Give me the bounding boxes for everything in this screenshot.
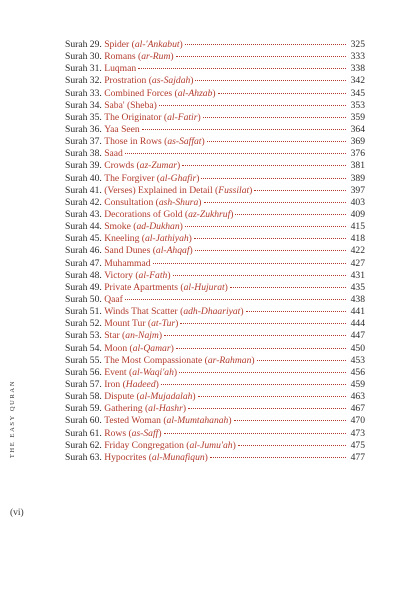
dot-leader	[194, 238, 346, 239]
toc-entry[interactable]	[65, 100, 365, 112]
surah-name: Spider (	[104, 39, 135, 50]
dot-leader	[246, 311, 346, 312]
toc-entry[interactable]	[65, 75, 365, 87]
surah-number: 53.	[89, 330, 102, 342]
surah-number: 58.	[89, 391, 102, 403]
surah-name-close: )	[240, 306, 244, 318]
dot-leader	[195, 250, 346, 251]
dot-leader	[185, 44, 346, 45]
surah-name: Luqman	[104, 63, 137, 75]
surah-label: Surah	[65, 87, 88, 99]
toc-entry[interactable]	[65, 209, 365, 221]
dot-leader	[195, 80, 346, 81]
surah-name-close: )	[230, 208, 234, 220]
surah-label: Surah	[65, 39, 88, 50]
dot-leader	[235, 214, 346, 215]
page-ref: 473	[350, 427, 365, 439]
surah-number: 48.	[89, 269, 102, 281]
toc-entry[interactable]	[65, 415, 365, 427]
surah-label: Surah	[65, 208, 88, 220]
page-ref: 431	[350, 269, 365, 281]
surah-number: 41.	[89, 184, 102, 196]
dot-leader	[188, 408, 346, 409]
surah-number: 47.	[89, 257, 102, 269]
surah-number: 31.	[89, 63, 102, 75]
toc-entry[interactable]	[65, 452, 365, 464]
toc-entry[interactable]	[65, 258, 365, 270]
surah-name: Prostration (	[104, 75, 152, 87]
surah-label: Surah	[65, 378, 88, 390]
surah-label: Surah	[65, 257, 88, 269]
dot-leader	[234, 420, 346, 421]
surah-transliteration: Hadeed	[125, 378, 156, 390]
surah-name: Smoke (	[104, 221, 137, 233]
surah-label: Surah	[65, 75, 88, 87]
page-ref: 338	[350, 63, 365, 75]
surah-label: Surah	[65, 415, 88, 427]
surah-name-close: )	[170, 342, 174, 354]
surah-name: Muhammad	[104, 257, 151, 269]
toc-entry[interactable]	[65, 233, 365, 245]
toc-entry[interactable]	[65, 318, 365, 330]
surah-transliteration: al-Fatir	[167, 111, 198, 123]
toc-entry[interactable]	[65, 403, 365, 415]
surah-transliteration: al-Hujurat	[183, 281, 225, 293]
page-ref: 376	[350, 148, 365, 160]
toc-entry[interactable]	[65, 63, 365, 75]
surah-transliteration: Fussilat	[218, 184, 250, 196]
page-ref: 470	[350, 415, 365, 427]
surah-name: (Verses) Explained in Detail (	[104, 184, 219, 196]
page-ref: 453	[350, 354, 365, 366]
page-ref: 409	[350, 208, 365, 220]
dot-leader	[207, 141, 346, 142]
page-ref: 364	[350, 123, 365, 135]
surah-name: Moon (	[104, 342, 133, 354]
surah-transliteration: al-'Ankabut	[134, 39, 180, 50]
surah-name: Star (	[104, 330, 126, 342]
dot-leader	[238, 445, 346, 446]
toc-entry[interactable]	[65, 160, 365, 172]
page-ref: 325	[350, 39, 365, 50]
dot-leader	[203, 117, 346, 118]
surah-name-close: )	[155, 378, 159, 390]
surah-name-close: )	[179, 39, 183, 50]
surah-name-close: )	[198, 196, 202, 208]
surah-number: 36.	[89, 123, 102, 135]
page-ref: 418	[350, 233, 365, 245]
surah-number: 42.	[89, 196, 102, 208]
surah-name: Gathering (	[104, 403, 149, 415]
surah-name: Consultation (	[104, 196, 159, 208]
surah-name: Victory (	[104, 269, 139, 281]
surah-number: 37.	[89, 136, 102, 148]
running-title: THE EASY QURAN	[9, 380, 16, 459]
surah-number: 51.	[89, 306, 102, 318]
surah-name-close: )	[170, 51, 174, 63]
surah-label: Surah	[65, 221, 88, 233]
page-ref: 359	[350, 111, 365, 123]
surah-label: Surah	[65, 293, 88, 305]
surah-name: Private Apartments (	[104, 281, 184, 293]
toc-entry[interactable]	[65, 330, 365, 342]
toc-entry[interactable]	[65, 379, 365, 391]
surah-name: The Originator (	[104, 111, 168, 123]
toc-entry[interactable]	[65, 173, 365, 185]
toc-entry[interactable]	[65, 343, 365, 355]
surah-label: Surah	[65, 196, 88, 208]
dot-leader	[173, 275, 346, 276]
surah-number: 49.	[89, 281, 102, 293]
page-ref: 438	[350, 293, 365, 305]
surah-label: Surah	[65, 51, 88, 63]
surah-name: Qaaf	[104, 293, 123, 305]
surah-transliteration: at-Tur	[151, 318, 176, 330]
toc-entry[interactable]	[65, 428, 365, 440]
page-ref: 422	[350, 245, 365, 257]
surah-name: Combined Forces (	[104, 87, 178, 99]
toc-entry[interactable]	[65, 440, 365, 452]
surah-name-close: )	[179, 221, 183, 233]
dot-leader	[198, 396, 346, 397]
surah-name-close: )	[192, 391, 196, 403]
dot-leader	[164, 433, 346, 434]
surah-label: Surah	[65, 391, 88, 403]
surah-transliteration: al-Qamar	[132, 342, 171, 354]
toc-entry[interactable]	[65, 88, 365, 100]
surah-number: 32.	[89, 75, 102, 87]
toc-entry[interactable]	[65, 148, 365, 160]
surah-number: 30.	[89, 51, 102, 63]
surah-name-close: )	[196, 172, 200, 184]
surah-transliteration: al-Hashr	[148, 403, 183, 415]
surah-number: 54.	[89, 342, 102, 354]
surah-name-close: )	[158, 330, 163, 342]
surah-name-close: )	[232, 439, 236, 451]
surah-name: Those in Rows (	[104, 136, 168, 148]
surah-name: Sand Dunes (	[104, 245, 156, 257]
page-number: (vi)	[10, 508, 24, 518]
surah-name: Kneeling (	[104, 233, 145, 245]
surah-number: 46.	[89, 245, 102, 257]
surah-transliteration: az-Zumar	[139, 160, 177, 172]
dot-leader	[201, 178, 346, 179]
toc-entry[interactable]	[65, 294, 365, 306]
surah-name-close: )	[249, 184, 253, 196]
toc-entry[interactable]	[65, 306, 365, 318]
toc-entry[interactable]	[65, 221, 365, 233]
toc-entry[interactable]	[65, 112, 365, 124]
surah-name-close: )	[190, 75, 194, 87]
surah-transliteration: an-Najm	[125, 330, 159, 342]
surah-number: 56.	[89, 366, 102, 378]
surah-transliteration: adh-Dhaariyat	[183, 306, 241, 318]
surah-name-close: )	[189, 245, 193, 257]
page-ref: 333	[350, 51, 365, 63]
surah-name-close: )	[176, 160, 181, 172]
surah-label: Surah	[65, 160, 88, 172]
surah-transliteration: ash-Shura	[158, 196, 199, 208]
surah-transliteration: al-Ahqaf	[155, 245, 190, 257]
page-ref: 415	[350, 221, 365, 233]
toc-entry[interactable]	[65, 391, 365, 403]
surah-name: The Forgiver (	[104, 172, 160, 184]
toc-entry[interactable]	[65, 39, 365, 51]
dot-leader	[138, 68, 346, 69]
toc-entry[interactable]	[65, 245, 365, 257]
surah-name-close: )	[182, 403, 187, 415]
dot-leader	[182, 165, 346, 166]
surah-label: Surah	[65, 111, 88, 123]
page-ref: 477	[350, 451, 365, 463]
surah-label: Surah	[65, 451, 88, 463]
surah-name-close: )	[167, 269, 171, 281]
dot-leader	[153, 263, 346, 264]
surah-transliteration: as-Saff	[131, 427, 159, 439]
surah-label: Surah	[65, 342, 88, 354]
surah-number: 34.	[89, 99, 102, 111]
surah-name: Event (	[104, 366, 133, 378]
surah-label: Surah	[65, 172, 88, 184]
dot-leader	[180, 323, 346, 324]
surah-name: Hypocrites (	[104, 451, 152, 463]
page-ref: 435	[350, 281, 365, 293]
dot-leader	[164, 335, 346, 336]
surah-name: Rows (	[104, 427, 132, 439]
page-ref: 381	[350, 160, 365, 172]
surah-number: 35.	[89, 111, 102, 123]
dot-leader	[125, 299, 346, 300]
page-ref: 447	[350, 330, 365, 342]
surah-number: 59.	[89, 403, 102, 415]
surah-number: 45.	[89, 233, 102, 245]
surah-number: 55.	[89, 354, 102, 366]
dot-leader	[142, 129, 346, 130]
dot-leader	[185, 226, 346, 227]
page-ref: 467	[350, 403, 365, 415]
surah-number: 52.	[89, 318, 102, 330]
toc-entry[interactable]	[65, 355, 365, 367]
surah-name-close: )	[224, 281, 228, 293]
surah-name-close: )	[228, 415, 232, 427]
surah-number: 29.	[89, 39, 102, 50]
surah-name-close: )	[251, 354, 255, 366]
surah-transliteration: al-Mujadalah	[139, 391, 193, 403]
surah-name-close: )	[158, 427, 162, 439]
dot-leader	[254, 190, 346, 191]
page-ref: 427	[350, 257, 365, 269]
surah-label: Surah	[65, 148, 88, 160]
surah-transliteration: ar-Rahman	[207, 354, 252, 366]
surah-transliteration: al-Mumtahanah	[166, 415, 229, 427]
surah-number: 61.	[89, 427, 102, 439]
toc-entry[interactable]	[65, 124, 365, 136]
page-ref: 342	[350, 75, 365, 87]
surah-label: Surah	[65, 281, 88, 293]
page-ref: 397	[350, 184, 365, 196]
surah-name: Friday Congregation (	[104, 439, 190, 451]
surah-name-close: )	[188, 233, 192, 245]
surah-label: Surah	[65, 427, 88, 439]
surah-name: Crowds (	[104, 160, 140, 172]
surah-name: The Most Compassionate (	[104, 354, 208, 366]
page-ref: 463	[350, 391, 365, 403]
page-ref: 389	[350, 172, 365, 184]
dot-leader	[218, 93, 346, 94]
surah-label: Surah	[65, 184, 88, 196]
surah-transliteration: al-Munafiqun	[151, 451, 205, 463]
surah-name-close: )	[197, 111, 201, 123]
surah-label: Surah	[65, 439, 88, 451]
surah-name-close: )	[201, 136, 205, 148]
surah-number: 39.	[89, 160, 102, 172]
dot-leader	[176, 56, 346, 57]
page-ref: 450	[350, 342, 365, 354]
toc-entry[interactable]	[65, 197, 365, 209]
surah-label: Surah	[65, 403, 88, 415]
toc-entry[interactable]	[65, 367, 365, 379]
page-ref: 444	[350, 318, 365, 330]
surah-label: Surah	[65, 366, 88, 378]
dot-leader	[230, 287, 346, 288]
surah-name: Mount Tur (	[104, 318, 152, 330]
surah-transliteration: ar-Rum	[141, 51, 171, 63]
surah-name: Dispute (	[104, 391, 140, 403]
dot-leader	[159, 105, 346, 106]
page-ref: 475	[350, 439, 365, 451]
surah-label: Surah	[65, 354, 88, 366]
surah-name: Tested Woman (	[104, 415, 167, 427]
surah-transliteration: as-Sajdah	[151, 75, 191, 87]
surah-number: 43.	[89, 208, 102, 220]
toc-entry[interactable]	[65, 270, 365, 282]
dot-leader	[125, 153, 346, 154]
toc-entry[interactable]	[65, 136, 365, 148]
surah-name: Saba' (Sheba)	[104, 99, 157, 111]
page-ref: 403	[350, 196, 365, 208]
surah-name: Yaa Seen	[104, 123, 140, 135]
toc-entry[interactable]	[65, 282, 365, 294]
surah-number: 33.	[89, 87, 102, 99]
surah-number: 44.	[89, 221, 102, 233]
page-ref: 441	[350, 306, 365, 318]
toc-entry[interactable]	[65, 185, 365, 197]
surah-number: 38.	[89, 148, 102, 160]
surah-label: Surah	[65, 318, 88, 330]
surah-transliteration: al-Jathiyah	[144, 233, 189, 245]
surah-label: Surah	[65, 99, 88, 111]
page-ref: 456	[350, 366, 365, 378]
surah-number: 50.	[89, 293, 102, 305]
surah-transliteration: ad-Dukhan	[136, 221, 180, 233]
table-of-contents	[65, 39, 365, 464]
surah-number: 57.	[89, 378, 102, 390]
surah-transliteration: as-Saffat	[167, 136, 202, 148]
surah-transliteration: al-Ahzab	[177, 87, 213, 99]
dot-leader	[257, 360, 346, 361]
surah-number: 62.	[89, 439, 102, 451]
page-ref: 353	[350, 99, 365, 111]
surah-label: Surah	[65, 245, 88, 257]
dot-leader	[179, 372, 346, 373]
surah-label: Surah	[65, 123, 88, 135]
surah-name-close: )	[212, 87, 216, 99]
surah-label: Surah	[65, 330, 88, 342]
page-ref: 369	[350, 136, 365, 148]
surah-name: Decorations of Gold (	[104, 208, 189, 220]
surah-transliteration: al-Ghafir	[159, 172, 197, 184]
surah-number: 40.	[89, 172, 102, 184]
surah-label: Surah	[65, 306, 88, 318]
surah-label: Surah	[65, 136, 88, 148]
surah-transliteration: az-Zukhruf	[188, 208, 231, 220]
surah-label: Surah	[65, 269, 88, 281]
dot-leader	[176, 348, 346, 349]
surah-transliteration: al-Waqi'ah	[132, 366, 174, 378]
surah-name-close: )	[204, 451, 208, 463]
surah-name-close: )	[173, 366, 178, 378]
surah-transliteration: al-Fath	[138, 269, 168, 281]
surah-name-close: )	[175, 318, 179, 330]
dot-leader	[204, 202, 347, 203]
surah-name: Iron (	[104, 378, 126, 390]
page-ref: 459	[350, 378, 365, 390]
surah-number: 60.	[89, 415, 102, 427]
surah-transliteration: al-Jumu'ah	[189, 439, 233, 451]
toc-entry[interactable]	[65, 51, 365, 63]
surah-name: Winds That Scatter (	[104, 306, 184, 318]
surah-number: 63.	[89, 451, 102, 463]
surah-label: Surah	[65, 233, 88, 245]
dot-leader	[161, 384, 346, 385]
page-ref: 345	[350, 87, 365, 99]
surah-name: Romans (	[104, 51, 142, 63]
surah-label: Surah	[65, 63, 88, 75]
dot-leader	[210, 457, 346, 458]
surah-name: Saad	[104, 148, 123, 160]
